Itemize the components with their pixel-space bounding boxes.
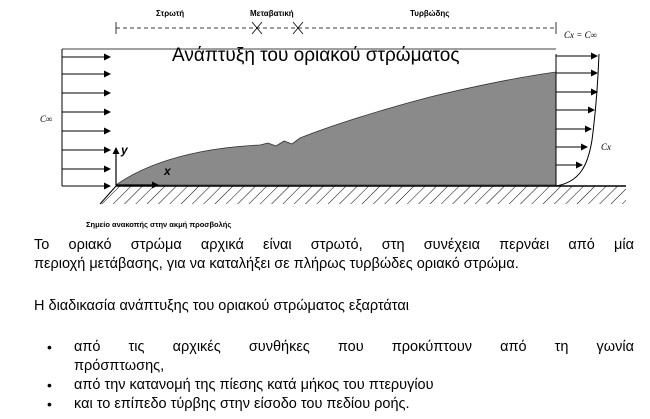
boundary-layer-region bbox=[116, 72, 556, 185]
region-label-turbulent: Τυρβώδης bbox=[410, 9, 450, 18]
list-item bbox=[34, 338, 634, 376]
paragraph-intro-line2: περιοχή μετάβασης, για να καταλήξει σε πλήρως τυρβώδες οριακό στρώμα. bbox=[34, 256, 519, 272]
region-label-transitional: Μεταβατική bbox=[250, 9, 294, 18]
list-item-text-cont: πρόσπτωσης, bbox=[74, 358, 165, 374]
list-item bbox=[34, 395, 634, 414]
region-dimension-lines bbox=[116, 22, 556, 34]
dependency-list bbox=[34, 338, 634, 414]
paragraph-dependency: Η διαδικασία ανάπτυξης του οριακού στρώματος εξαρτάται bbox=[34, 298, 409, 314]
list-item-text: • από τις αρχικές συνθήκες που προκύπτουν από τη γωνία bbox=[74, 339, 634, 355]
stagnation-point-caption: Σημείο ανακοπής στην ακμή προσβολής bbox=[86, 220, 232, 229]
inlet-velocity-profile bbox=[62, 49, 110, 186]
paragraph-intro bbox=[34, 236, 634, 274]
wall-surface bbox=[96, 186, 626, 204]
outlet-velocity-profile bbox=[556, 54, 599, 186]
list-item-text: από την κατανομή της πίεσης κατά μήκος του πτερυγίου bbox=[74, 377, 434, 393]
diagram-title: Ανάπτυξη του οριακού στρώματος bbox=[172, 45, 460, 66]
x-axis-label: x bbox=[164, 164, 171, 178]
paragraph-intro-line1: Το οριακό στρώμα αρχικά είναι στρωτό, στη συνέχεια περνάει από μία bbox=[34, 237, 634, 253]
list-item-text: και το επίπεδο τύρβης στην είσοδο του πεδίου ροής. bbox=[74, 396, 410, 412]
local-velocity-label: Cx bbox=[601, 142, 611, 152]
region-label-laminar: Στρωτή bbox=[156, 9, 185, 18]
y-axis-label: y bbox=[121, 143, 128, 157]
list-item bbox=[34, 376, 634, 395]
free-stream-velocity-label: C∞ bbox=[40, 114, 53, 124]
edge-velocity-label: Cx = C∞ bbox=[564, 30, 597, 40]
